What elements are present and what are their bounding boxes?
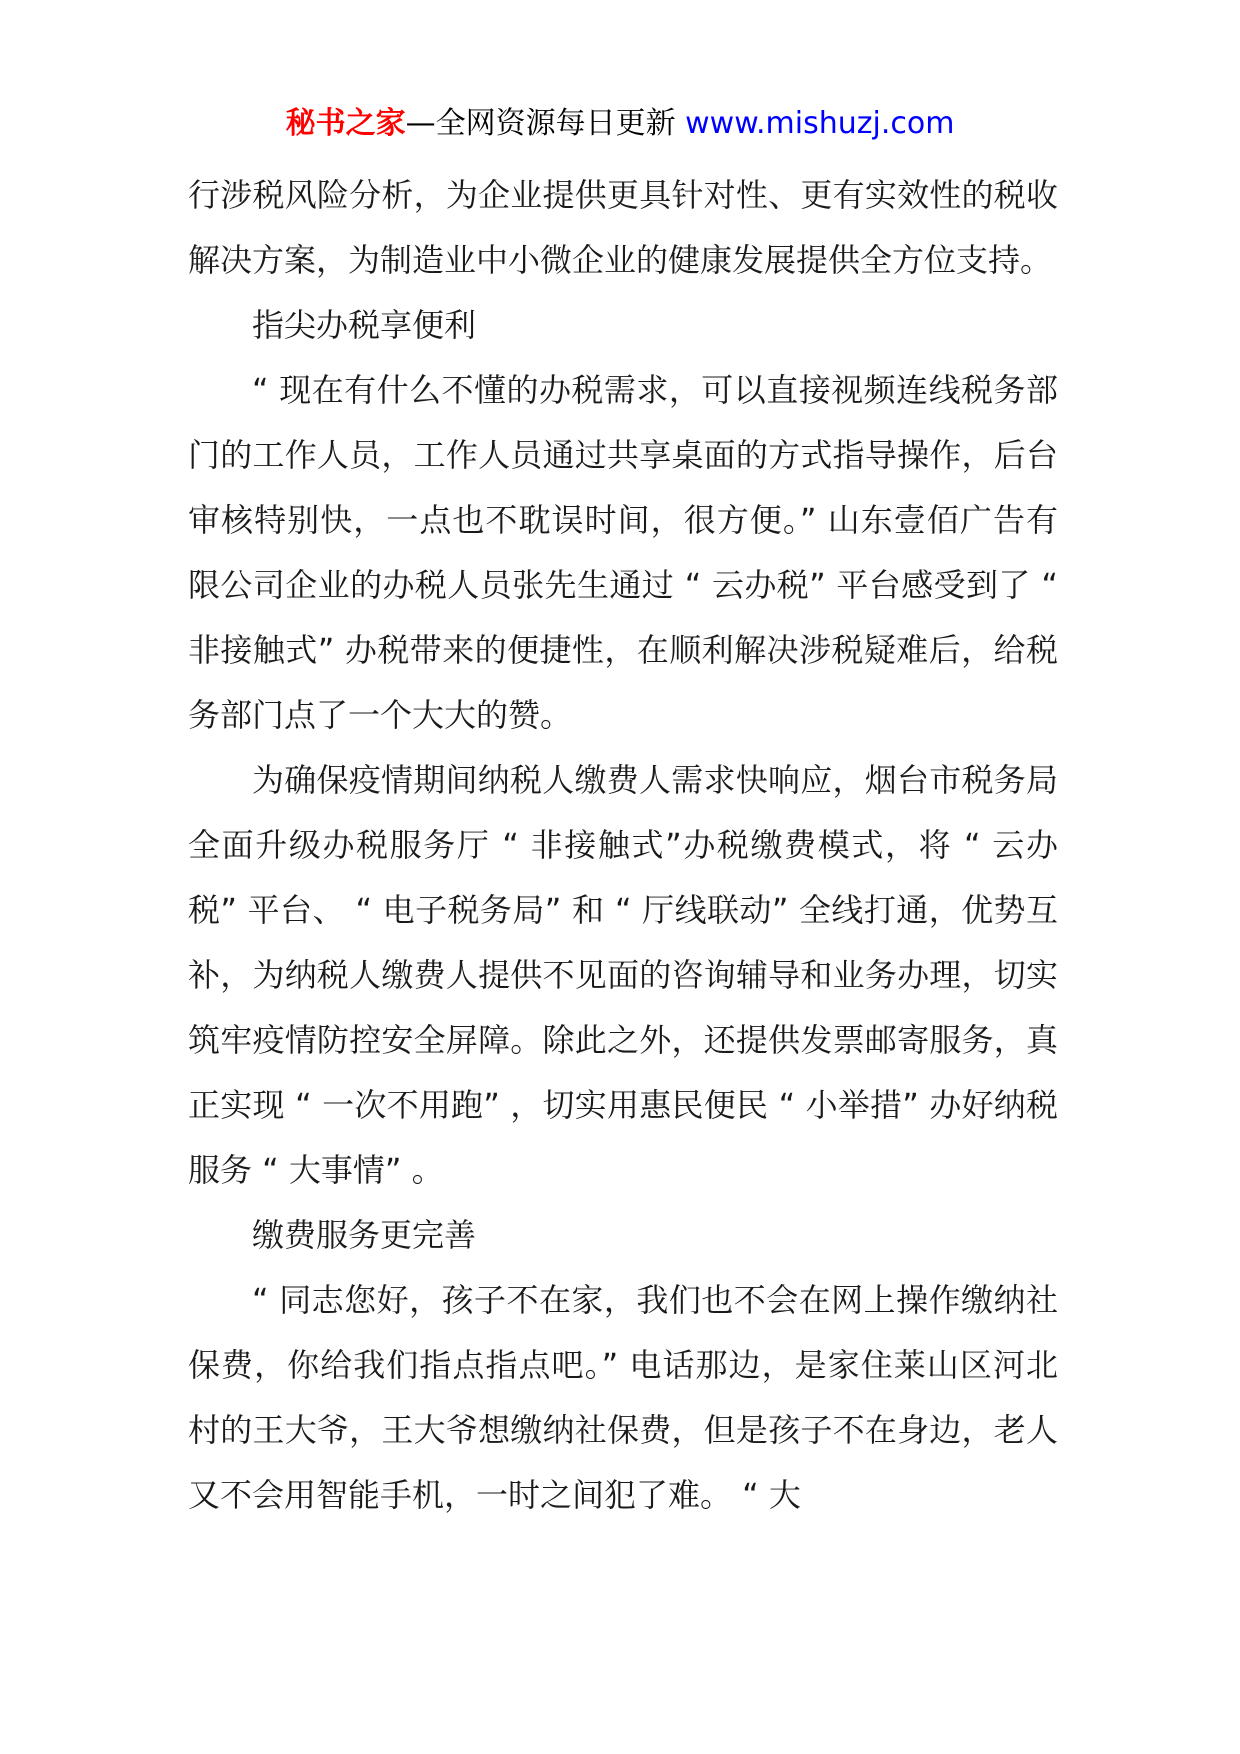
brand-name: 秘书之家	[285, 106, 406, 141]
section-heading-payment-service: 缴费服务更完善	[252, 1216, 477, 1254]
header-tagline: —全网资源每日更新	[405, 106, 686, 141]
site-header	[0, 100, 1240, 148]
document-body	[188, 163, 1058, 1528]
site-url-link[interactable]: www.mishuzj.com	[685, 106, 955, 141]
paragraph-continuation: 行涉税风险分析，为企业提供更具针对性、更有实效性的税收解决方案，为制造业中小微企业的健康发展提供全方位支持。	[188, 176, 1058, 279]
paragraph-contactless-service: 为确保疫情期间纳税人缴费人需求快响应，烟台市税务局全面升级办税服务厅 “ 非接触式”办税缴费模式，将 “ 云办税” 平台、 “ 电子税务局” 和 “ 厅线联动” 全线打通，优势互补，为纳税人缴费人提供不见面的咨询辅导和业务办理，切实筑牢疫情防控安全屏障。除此之外，还提供发票邮寄服务，真正实现 “ 一次不用跑” ，切实用惠民便民 “ 小举措” 办好纳税服务 “ 大事情” 。	[188, 761, 1058, 1189]
paragraph-social-security: “ 同志您好，孩子不在家，我们也不会在网上操作缴纳社保费，你给我们指点指点吧。” 电话那边，是家住莱山区河北村的王大爷，王大爷想缴纳社保费，但是孩子不在身边，老人又不会用智能手机，一时之间犯了难。 “ 大	[188, 1281, 1058, 1514]
paragraph-video-tax-service: “ 现在有什么不懂的办税需求，可以直接视频连线税务部门的工作人员，工作人员通过共享桌面的方式指导操作，后台审核特别快，一点也不耽误时间，很方便。” 山东壹佰广告有限公司企业的办税人员张先生通过 “ 云办税” 平台感受到了 “ 非接触式” 办税带来的便捷性，在顺利解决涉税疑难后，给税务部门点了一个大大的赞。	[188, 371, 1058, 734]
section-heading-fingertip-tax: 指尖办税享便利	[252, 306, 477, 344]
